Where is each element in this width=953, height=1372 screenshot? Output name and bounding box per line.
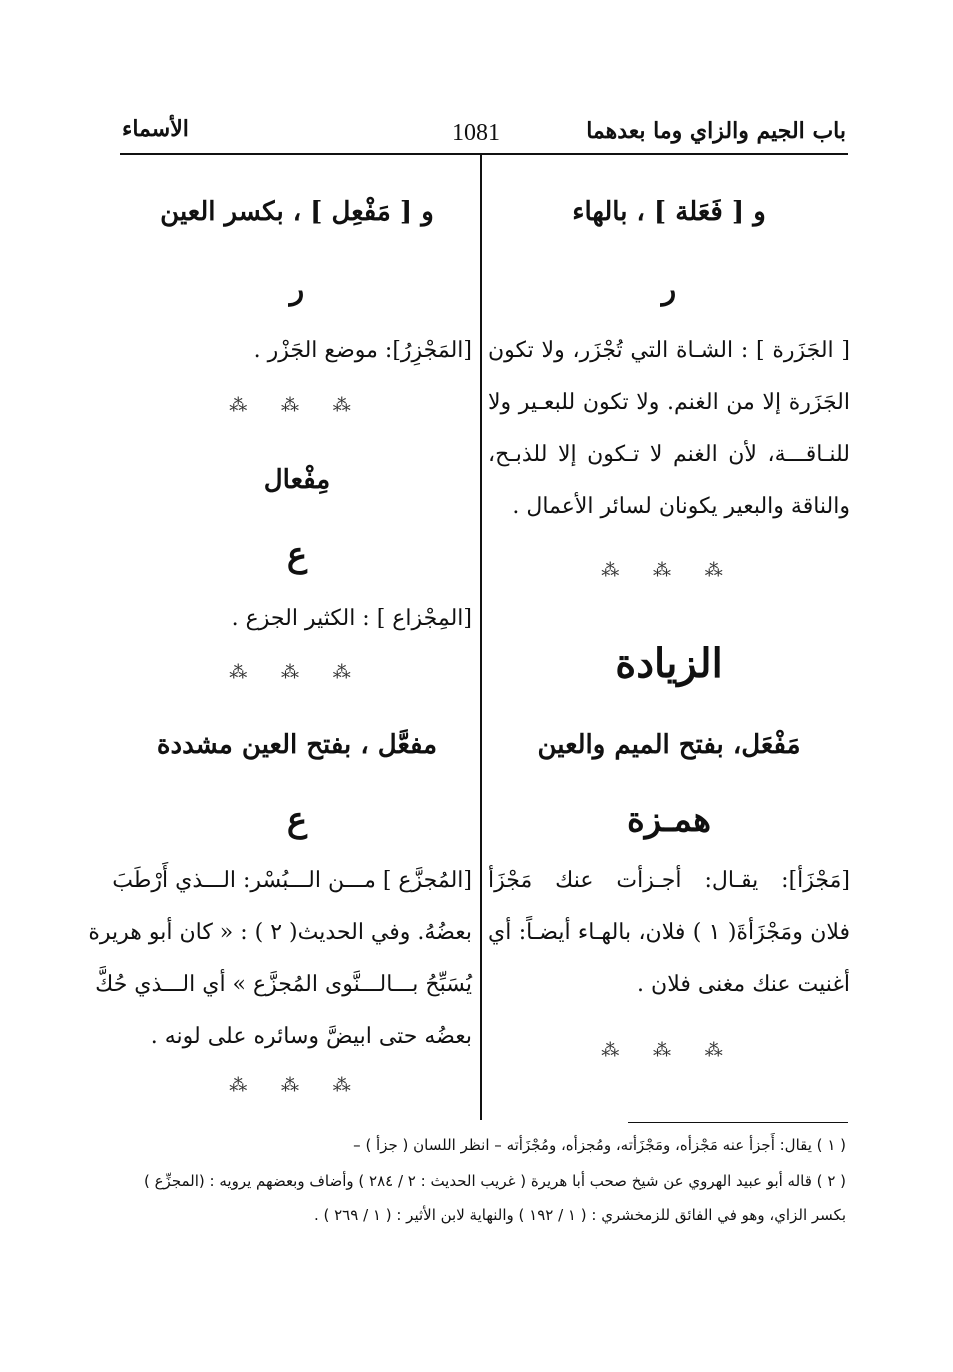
entry-line: فلان ومَجْزَأةَ( ١ ) فلان، بالهـاء أيضـاً: أي: [488, 920, 850, 945]
section-heading: و [ مَفْعِل ] ، بكسر العين: [160, 197, 434, 227]
running-head-section: الأسماء: [122, 116, 189, 142]
part-heading: الزيادة: [615, 640, 723, 687]
entry-line: [ الجَزَرة ] : الشـاة التي تُجْزَر، ولا تكون: [488, 338, 850, 363]
section-heading: و [ فَعَلة ] ، بالهاء: [572, 197, 766, 227]
root-letter-heading: ع: [286, 800, 308, 840]
entry-line: للنـاقـــة، لأن الغنم لا تـكون إلا للذبـح،: [488, 442, 850, 467]
entry-line: [المُجزَّع ] مـــن الـــبُسْر: الـــذي أَرْطَبَ: [112, 868, 472, 893]
separator-asterisks: ⁂ ⁂ ⁂: [601, 560, 737, 581]
separator-asterisks: ⁂ ⁂ ⁂: [229, 1075, 365, 1096]
column-divider: [480, 155, 482, 1120]
entry-line: يُسَبِّحُ بـــالـــنَّوى المُجزَّع » أي الـــذي حُكَّ: [95, 972, 472, 997]
root-letter-heading: همـزة: [626, 800, 712, 840]
section-heading: مِفْعال: [263, 465, 331, 495]
right-column: [488, 0, 850, 1120]
separator-asterisks: ⁂ ⁂ ⁂: [601, 1040, 737, 1061]
left-column: [88, 0, 472, 1120]
entry-line: والناقة والبعير يكونان لسائر الأعمال .: [512, 494, 850, 519]
entry-line: بعضُهُ. وفي الحديث( ٢ ) : « كان أبو هريرة: [88, 920, 472, 945]
entry-line: [مَجْزَأ]: يقـال: أجـزأت عنك مَجْزَأ: [488, 868, 850, 893]
footnote: ( ١ ) يقال: أَجزأ عنه مَجْزأه، ومَجْزَأته، ومُجزأه، ومُجْزَأته – انظر اللسان ( جزأ ) –: [353, 1136, 846, 1154]
root-letter-heading: ر: [661, 272, 677, 307]
footnote-rule: [628, 1122, 848, 1123]
page-number: 1081: [452, 120, 500, 146]
separator-asterisks: ⁂ ⁂ ⁂: [229, 395, 365, 416]
entry-line: بعضُه حتى ابيضَّ وسائره على لونه .: [150, 1024, 472, 1049]
entry-line: [المِجْزاع ] : الكثير الجزع .: [231, 606, 472, 631]
running-head-chapter: باب الجيم والزاي وما بعدهما: [586, 118, 846, 144]
section-heading: مَفْعَل، بفتح الميم والعين: [537, 730, 801, 760]
section-heading: مفعَّل ، بفتح العين مشددة: [156, 730, 438, 760]
root-letter-heading: ع: [286, 535, 308, 575]
entry-line: الجَزَرة إلا من الغنم. ولا تكون للبعـير ولا: [488, 390, 850, 415]
root-letter-heading: ر: [289, 272, 305, 307]
entry-line: [المَجْزِرُ]: موضع الجَزْر .: [253, 338, 472, 363]
footnote: ( ٢ ) قاله أبو عبيد الهروي عن شيخ صحب أبا هريرة ( غريب الحديث : ٢ / ٢٨٤ ) وأضاف وبعضهم يرويه : (المجزِّع ): [143, 1172, 846, 1190]
entry-line: أغنيت عنك مغنى فلان .: [637, 972, 850, 997]
footnote-continuation: بكسر الزاي، وهو في الفائق للزمخشري : ( ١ / ١٩٢ ) والنهاية لابن الأثير : ( ١ / ٢٦٩ ) .: [313, 1206, 846, 1224]
separator-asterisks: ⁂ ⁂ ⁂: [229, 662, 365, 683]
